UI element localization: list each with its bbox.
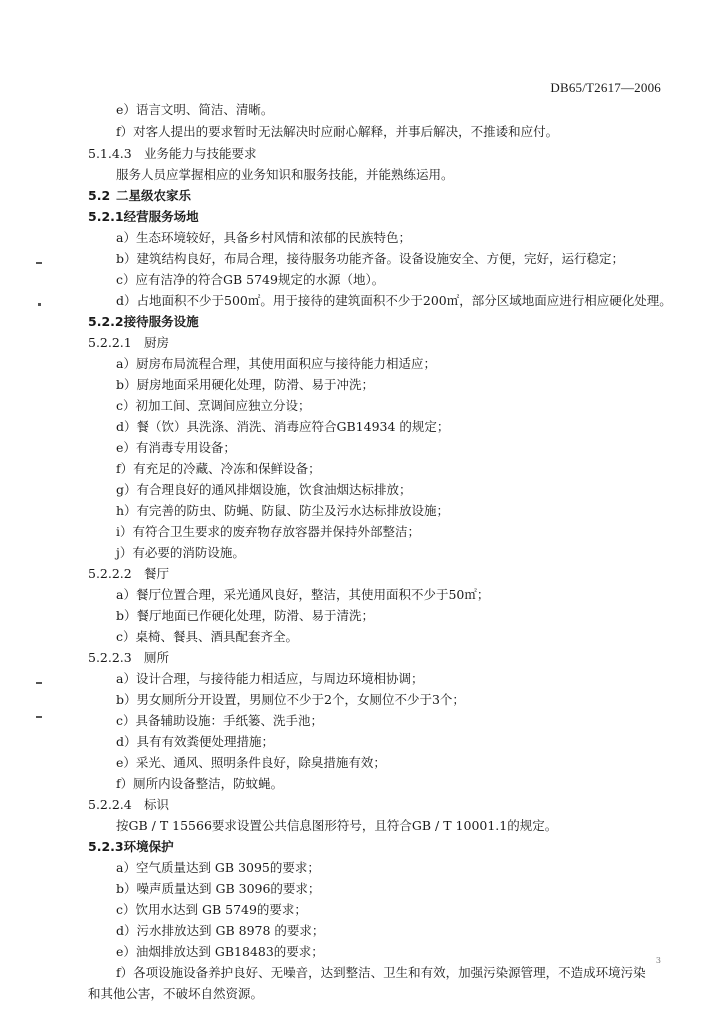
list-item: i）有符合卫生要求的废弃物存放容器并保持外部整洁； bbox=[116, 524, 420, 539]
list-item: c）具备辅助设施：手纸篓、洗手池； bbox=[116, 713, 324, 728]
section-title: 餐厅 bbox=[144, 566, 170, 581]
section-heading bbox=[88, 144, 257, 164]
section-title: 业务能力与技能要求 bbox=[144, 146, 257, 161]
list-item: f）各项设施设备养护良好、无噪音，达到整洁、卫生和有效，加强污染源管理，不造成环境污染 bbox=[116, 965, 646, 980]
list-item: c）桌椅、餐具、酒具配套齐全。 bbox=[116, 629, 299, 644]
list-item: b）男女厕所分开设置，男厕位不少于2个，女厕位不少于3个； bbox=[116, 692, 465, 707]
section-title: 二星级农家乐 bbox=[116, 188, 192, 203]
section-title: 环境保护 bbox=[123, 839, 174, 854]
list-item: j）有必要的消防设施。 bbox=[116, 545, 245, 560]
page-number: 3 bbox=[655, 956, 661, 965]
section-heading bbox=[88, 333, 169, 353]
section-title: 经营服务场地 bbox=[123, 209, 199, 224]
list-item: f）厕所内设备整洁，防蚊蝇。 bbox=[116, 776, 284, 791]
scan-mark bbox=[38, 303, 41, 306]
section-number: 5.2.2.4 bbox=[88, 797, 132, 812]
section-heading bbox=[88, 648, 169, 668]
list-item: e）有消毒专用设备； bbox=[116, 440, 236, 455]
list-item: g）有合理良好的通风排烟设施，饮食油烟达标排放； bbox=[116, 482, 412, 497]
section-title: 标识 bbox=[144, 797, 170, 812]
list-item: f）对客人提出的要求暂时无法解决时应耐心解释，并事后解决，不推诿和应付。 bbox=[116, 124, 559, 139]
list-item: b）噪声质量达到 GB 3096的要求； bbox=[116, 881, 321, 896]
section-number: 5.2.2.3 bbox=[88, 650, 132, 665]
list-item: b）建筑结构良好，布局合理，接待服务功能齐备。设备设施安全、方便，完好，运行稳定； bbox=[116, 251, 625, 266]
list-item: a）空气质量达到 GB 3095的要求； bbox=[116, 860, 320, 875]
list-item: d）占地面积不少于500㎡。用于接待的建筑面积不少于200㎡，部分区域地面应进行相应硬化处理。 bbox=[116, 293, 672, 308]
section-heading bbox=[88, 207, 199, 227]
list-item: a）生态环境较好，具备乡村风情和浓郁的民族特色； bbox=[116, 230, 411, 245]
section-heading bbox=[88, 564, 169, 584]
scan-mark bbox=[36, 262, 42, 264]
list-item: a）厨房布局流程合理，其使用面积应与接待能力相适应； bbox=[116, 356, 436, 371]
list-item: d）污水排放达到 GB 8978 的要求； bbox=[116, 923, 325, 938]
list-item: d）具有有效粪便处理措施； bbox=[116, 734, 275, 749]
paragraph: 和其他公害，不破坏自然资源。 bbox=[88, 986, 264, 1001]
scan-mark bbox=[36, 716, 42, 718]
section-number: 5.2.2.2 bbox=[88, 566, 132, 581]
paragraph: 按GB / T 15566要求设置公共信息图形符号，且符合GB / T 10001.1的规定。 bbox=[116, 818, 558, 833]
section-number: 5.2.1 bbox=[88, 209, 124, 224]
section-number: 5.2 bbox=[88, 188, 111, 203]
list-item: c）初加工间、烹调间应独立分设； bbox=[116, 398, 311, 413]
list-item: e）油烟排放达到 GB18483的要求； bbox=[116, 944, 324, 959]
section-title: 接待服务设施 bbox=[123, 314, 199, 329]
section-number: 5.2.2 bbox=[88, 314, 124, 329]
section-heading bbox=[88, 795, 169, 815]
list-item: e）采光、通风、照明条件良好，除臭措施有效； bbox=[116, 755, 386, 770]
section-heading bbox=[88, 837, 174, 857]
list-item: c）应有洁净的符合GB 5749规定的水源（地）。 bbox=[116, 272, 385, 287]
paragraph: 服务人员应掌握相应的业务知识和服务技能，并能熟练运用。 bbox=[116, 167, 454, 182]
section-number: 5.2.2.1 bbox=[88, 335, 132, 350]
scan-mark bbox=[36, 682, 42, 684]
section-heading bbox=[88, 186, 191, 206]
list-item: a）餐厅位置合理，采光通风良好，整洁，其使用面积不少于50㎡； bbox=[116, 587, 490, 602]
list-item: f）有充足的冷藏、冷冻和保鲜设备； bbox=[116, 461, 321, 476]
section-heading bbox=[88, 312, 199, 332]
list-item: d）餐（饮）具洗涤、消洗、消毒应符合GB14934 的规定； bbox=[116, 419, 450, 434]
section-number: 5.2.3 bbox=[88, 839, 124, 854]
list-item: c）饮用水达到 GB 5749的要求； bbox=[116, 902, 307, 917]
section-title: 厨房 bbox=[144, 335, 170, 350]
list-item: e）语言文明、简洁、清晰。 bbox=[116, 102, 274, 117]
list-item: a）设计合理，与接待能力相适应，与周边环境相协调； bbox=[116, 671, 424, 686]
list-item: b）餐厅地面已作硬化处理，防滑、易于清洗； bbox=[116, 608, 375, 623]
list-item: b）厨房地面采用硬化处理，防滑、易于冲洗； bbox=[116, 377, 375, 392]
section-number: 5.1.4.3 bbox=[88, 146, 132, 161]
section-title: 厕所 bbox=[144, 650, 170, 665]
document-code: DB65/T2617—2006 bbox=[550, 80, 661, 95]
list-item: h）有完善的防虫、防蝇、防鼠、防尘及污水达标排放设施； bbox=[116, 503, 450, 518]
